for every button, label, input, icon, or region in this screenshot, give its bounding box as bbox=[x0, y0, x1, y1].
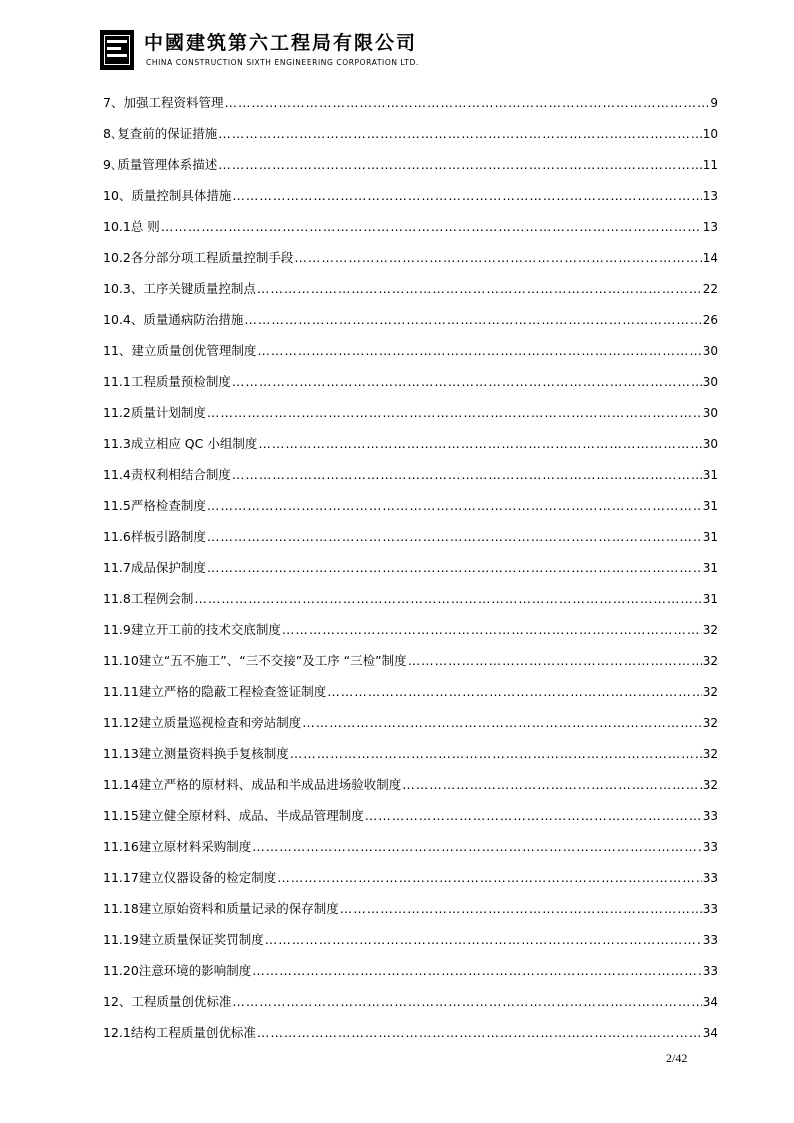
toc-entry[interactable] bbox=[103, 588, 718, 619]
toc-entry-label: 7、加强工程资料管理 bbox=[103, 95, 224, 110]
company-logo-icon bbox=[100, 30, 134, 70]
page-number: 2/42 bbox=[666, 1051, 688, 1065]
toc-entry-page: 34 bbox=[702, 995, 718, 1009]
toc-entry[interactable] bbox=[103, 619, 718, 650]
toc-leader-dots bbox=[258, 433, 701, 455]
toc-leader-dots bbox=[257, 340, 701, 362]
toc-entry[interactable] bbox=[103, 712, 718, 743]
toc-entry[interactable] bbox=[103, 960, 718, 991]
toc-entry-page: 34 bbox=[702, 1026, 718, 1040]
toc-entry[interactable] bbox=[103, 340, 718, 371]
toc-entry-page: 33 bbox=[702, 871, 718, 885]
toc-entry-label: 11.7成品保护制度 bbox=[103, 560, 206, 575]
table-of-contents bbox=[103, 92, 718, 1053]
toc-entry-page: 31 bbox=[702, 499, 718, 513]
toc-leader-dots bbox=[232, 371, 702, 393]
toc-entry-page: 31 bbox=[702, 530, 718, 544]
toc-entry-label: 8､复查前的保证措施 bbox=[103, 126, 218, 141]
toc-leader-dots bbox=[327, 681, 701, 703]
toc-leader-dots bbox=[218, 154, 702, 176]
toc-entry[interactable] bbox=[103, 898, 718, 929]
toc-entry-page: 32 bbox=[702, 685, 718, 699]
toc-entry[interactable] bbox=[103, 464, 718, 495]
toc-entry[interactable] bbox=[103, 154, 718, 185]
toc-entry[interactable] bbox=[103, 929, 718, 960]
toc-entry-page: 30 bbox=[702, 406, 718, 420]
toc-entry-page: 26 bbox=[702, 313, 718, 327]
toc-entry-page: 30 bbox=[702, 437, 718, 451]
toc-leader-dots bbox=[207, 495, 702, 517]
toc-entry-label: 11.18建立原始资料和质量记录的保存制度 bbox=[103, 901, 339, 916]
toc-entry-page: 11 bbox=[702, 158, 718, 172]
toc-entry-label: 10、质量控制具体措施 bbox=[103, 188, 232, 203]
toc-entry-label: 11.14建立严格的原材料、成品和半成品进场验收制度 bbox=[103, 777, 402, 792]
toc-entry-label: 10.2各分部分项工程质量控制手段 bbox=[103, 250, 294, 265]
toc-entry-label: 11.19建立质量保证奖罚制度 bbox=[103, 932, 264, 947]
toc-entry-label: 11.6样板引路制度 bbox=[103, 529, 206, 544]
toc-leader-dots bbox=[232, 185, 701, 207]
toc-entry-page: 30 bbox=[702, 344, 718, 358]
toc-entry-page: 30 bbox=[702, 375, 718, 389]
toc-entry-label: 12、工程质量创优标准 bbox=[103, 994, 232, 1009]
toc-entry-page: 33 bbox=[702, 840, 718, 854]
toc-entry-label: 10.1总 则 bbox=[103, 219, 160, 234]
toc-leader-dots bbox=[207, 402, 702, 424]
toc-entry[interactable] bbox=[103, 278, 718, 309]
toc-entry-page: 32 bbox=[702, 747, 718, 761]
toc-entry[interactable] bbox=[103, 805, 718, 836]
toc-entry-page: 32 bbox=[702, 778, 718, 792]
toc-entry[interactable] bbox=[103, 867, 718, 898]
company-name-en: CHINA CONSTRUCTION SIXTH ENGINEERING CORPORATION LTD. bbox=[146, 58, 419, 67]
toc-entry-page: 33 bbox=[702, 964, 718, 978]
toc-leader-dots bbox=[265, 929, 702, 951]
toc-leader-dots bbox=[207, 526, 702, 548]
toc-entry-label: 11.15建立健全原材料、成品、半成品管理制度 bbox=[103, 808, 364, 823]
toc-entry-label: 11.10建立“五不施工”、“三不交接”及工序 “三检”制度 bbox=[103, 653, 407, 668]
toc-entry[interactable] bbox=[103, 836, 718, 867]
toc-entry[interactable] bbox=[103, 309, 718, 340]
toc-entry[interactable] bbox=[103, 495, 718, 526]
toc-entry-label: 11.1工程质量预检制度 bbox=[103, 374, 231, 389]
toc-entry-label: 11.12建立质量巡视检查和旁站制度 bbox=[103, 715, 302, 730]
company-name-cn: 中國建筑第六工程局有限公司 bbox=[144, 32, 418, 54]
toc-entry-label: 11.4责权利相结合制度 bbox=[103, 467, 231, 482]
toc-leader-dots bbox=[402, 774, 701, 796]
toc-entry-label: 11、建立质量创优管理制度 bbox=[103, 343, 257, 358]
toc-leader-dots bbox=[194, 588, 701, 610]
toc-entry-label: 9､质量管理体系描述 bbox=[103, 157, 218, 172]
toc-entry[interactable] bbox=[103, 92, 718, 123]
toc-leader-dots bbox=[277, 867, 701, 889]
toc-entry[interactable] bbox=[103, 991, 718, 1022]
toc-leader-dots bbox=[207, 557, 702, 579]
toc-leader-dots bbox=[290, 743, 702, 765]
toc-leader-dots bbox=[408, 650, 702, 672]
toc-entry-label: 11.17建立仪器设备的检定制度 bbox=[103, 870, 277, 885]
page-header bbox=[100, 28, 710, 76]
toc-entry-page: 32 bbox=[702, 623, 718, 637]
toc-entry-page: 13 bbox=[702, 220, 718, 234]
toc-entry-label: 11.5严格检查制度 bbox=[103, 498, 206, 513]
toc-leader-dots bbox=[302, 712, 701, 734]
toc-entry[interactable] bbox=[103, 402, 718, 433]
toc-leader-dots bbox=[161, 216, 702, 238]
toc-entry[interactable] bbox=[103, 1022, 718, 1053]
toc-entry[interactable] bbox=[103, 216, 718, 247]
toc-entry-page: 31 bbox=[702, 468, 718, 482]
toc-entry-label: 11.3成立相应 QC 小组制度 bbox=[103, 436, 258, 451]
toc-entry[interactable] bbox=[103, 123, 718, 154]
toc-entry-page: 22 bbox=[702, 282, 718, 296]
toc-entry[interactable] bbox=[103, 557, 718, 588]
toc-leader-dots bbox=[218, 123, 702, 145]
toc-entry-page: 14 bbox=[702, 251, 718, 265]
toc-entry[interactable] bbox=[103, 774, 718, 805]
toc-entry-label: 11.20注意环境的影响制度 bbox=[103, 963, 252, 978]
toc-leader-dots bbox=[252, 836, 701, 858]
toc-leader-dots bbox=[294, 247, 701, 269]
toc-entry[interactable] bbox=[103, 743, 718, 774]
toc-entry-page: 9 bbox=[710, 96, 718, 110]
toc-entry[interactable] bbox=[103, 681, 718, 712]
toc-entry-page: 33 bbox=[702, 809, 718, 823]
toc-entry-label: 10.3、工序关键质量控制点 bbox=[103, 281, 256, 296]
toc-entry[interactable] bbox=[103, 433, 718, 464]
toc-leader-dots bbox=[365, 805, 702, 827]
toc-entry-label: 11.8工程例会制 bbox=[103, 591, 194, 606]
toc-entry[interactable] bbox=[103, 185, 718, 216]
toc-entry-label: 11.11建立严格的隐蔽工程检查签证制度 bbox=[103, 684, 327, 699]
toc-entry[interactable] bbox=[103, 371, 718, 402]
toc-entry-label: 11.9建立开工前的技术交底制度 bbox=[103, 622, 281, 637]
toc-entry-label: 11.2质量计划制度 bbox=[103, 405, 206, 420]
toc-entry-page: 32 bbox=[702, 654, 718, 668]
toc-leader-dots bbox=[232, 464, 702, 486]
toc-leader-dots bbox=[244, 309, 701, 331]
toc-leader-dots bbox=[232, 991, 701, 1013]
toc-entry-page: 13 bbox=[702, 189, 718, 203]
toc-entry-page: 33 bbox=[702, 933, 718, 947]
toc-leader-dots bbox=[257, 1022, 702, 1044]
toc-entry-page: 31 bbox=[702, 561, 718, 575]
toc-leader-dots bbox=[224, 92, 709, 114]
toc-leader-dots bbox=[257, 278, 702, 300]
toc-entry-label: 11.16建立原材料采购制度 bbox=[103, 839, 252, 854]
toc-entry[interactable] bbox=[103, 247, 718, 278]
toc-entry-page: 32 bbox=[702, 716, 718, 730]
toc-entry[interactable] bbox=[103, 650, 718, 681]
toc-entry[interactable] bbox=[103, 526, 718, 557]
toc-entry-page: 10 bbox=[702, 127, 718, 141]
toc-entry-label: 10.4、质量通病防治措施 bbox=[103, 312, 244, 327]
toc-entry-label: 12.1结构工程质量创优标准 bbox=[103, 1025, 256, 1040]
toc-leader-dots bbox=[340, 898, 702, 920]
toc-entry-label: 11.13建立测量资料换手复核制度 bbox=[103, 746, 289, 761]
toc-entry-page: 33 bbox=[702, 902, 718, 916]
toc-leader-dots bbox=[252, 960, 701, 982]
toc-leader-dots bbox=[282, 619, 702, 641]
toc-entry-page: 31 bbox=[702, 592, 718, 606]
